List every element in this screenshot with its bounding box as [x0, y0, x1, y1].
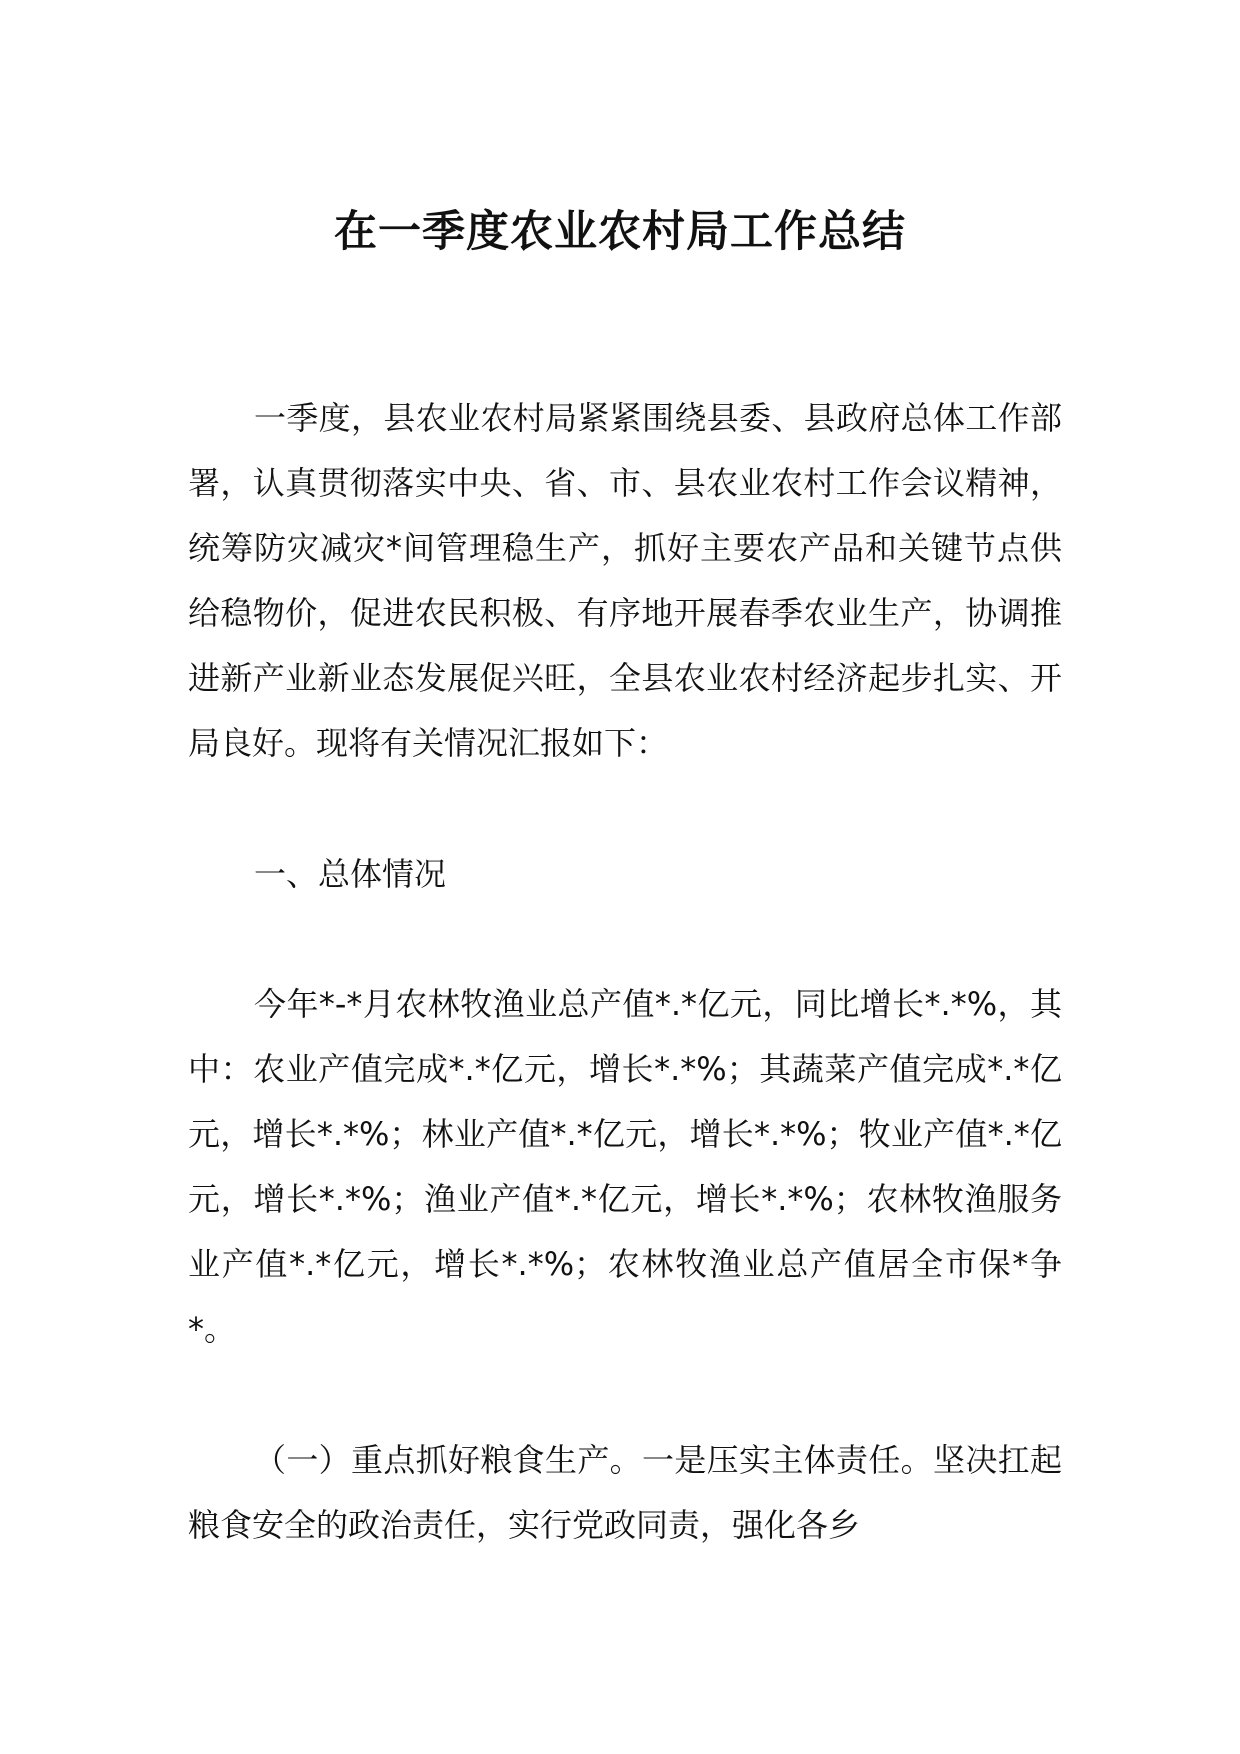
- section-heading-overview: 一、总体情况: [254, 855, 447, 893]
- output-value-paragraph: 今年*-*月农林牧渔业总产值*.*亿元，同比增长*.*%，其中：农业产值完成*.*亿元，增长*.*%；其蔬菜产值完成*.*亿元，增长*.*%；林业产值*.*亿元，增长*.*%；牧业产值*.*亿元，增长*.*%；渔业产值*.*亿元，增长*.*%；农林牧渔服务业产值*.*亿元，增长*.*%；农林牧渔业总产值居全市保*争*。: [188, 985, 1062, 1348]
- grain-production-paragraph: （一）重点抓好粮食生产。一是压实主体责任。坚决扛起粮食安全的政治责任，实行党政同责，强化各乡: [188, 1441, 1062, 1544]
- intro-paragraph: 一季度，县农业农村局紧紧围绕县委、县政府总体工作部署，认真贯彻落实中央、省、市、县农业农村工作会议精神，统筹防灾减灾*间管理稳生产，抓好主要农产品和关键节点供给稳物价，促进农民积极、有序地开展春季农业生产，协调推进新产业新业态发展促兴旺，全县农业农村经济起步扎实、开局良好。现将有关情况汇报如下：: [188, 399, 1062, 762]
- document-title: 在一季度农业农村局工作总结: [334, 207, 906, 257]
